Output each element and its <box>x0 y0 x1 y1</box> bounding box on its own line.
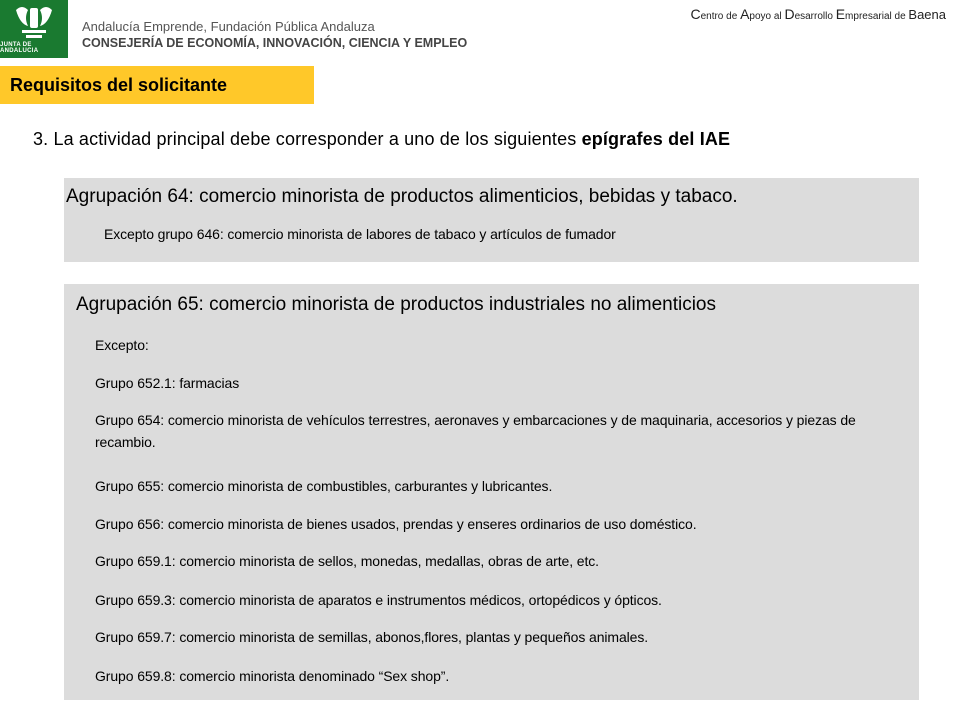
exception-item: Grupo 659.7: comercio minorista de semillas, abonos,flores, plantas y pequeños animales. <box>95 629 649 645</box>
exception-item: Grupo 659.1: comercio minorista de sellos, monedas, medallas, obras de arte, etc. <box>95 553 599 569</box>
exception-item: Grupo 659.3: comercio minorista de aparatos e instrumentos médicos, ortopédicos y ópticos. <box>95 592 662 608</box>
intro-requirement <box>33 129 730 150</box>
agrupacion-64-box <box>64 178 919 262</box>
center-name-word: entro de <box>700 11 741 22</box>
exception-item: Grupo 655: comercio minorista de combustibles, carburantes y lubricantes. <box>95 478 553 494</box>
center-name-word: aena <box>917 7 946 22</box>
exception-item: Grupo 656: comercio minorista de bienes usados, prendas y enseres ordinarios de uso doméstico. <box>95 516 697 532</box>
exception-item: Grupo 652.1: farmacias <box>95 375 240 391</box>
center-name-initial: B <box>908 7 918 22</box>
organization-header <box>82 18 467 52</box>
center-name-initial: C <box>690 6 701 22</box>
intro-bold: epígrafes del IAE <box>581 129 731 149</box>
center-name <box>690 6 946 22</box>
section-title: Requisitos del solicitante <box>0 66 314 104</box>
agrupacion-65-box <box>64 284 919 700</box>
center-name-initial: E <box>835 6 846 22</box>
agrupacion-64-title: Agrupación 64: comercio minorista de productos alimenticios, bebidas y tabaco. <box>66 186 738 207</box>
org-line-1: Andalucía Emprende, Fundación Pública Andaluza <box>82 19 375 34</box>
agrupacion-65-title: Agrupación 65: comercio minorista de productos industriales no alimenticios <box>76 294 716 315</box>
org-line-2: CONSEJERÍA DE ECONOMÍA, INNOVACIÓN, CIENCIA Y EMPLEO <box>82 36 468 50</box>
center-name-initial: A <box>740 6 750 22</box>
junta-andalucia-logo <box>0 0 68 58</box>
coat-of-arms-icon <box>12 4 56 40</box>
exception-item: Grupo 659.8: comercio minorista denominado “Sex shop”. <box>95 668 450 684</box>
center-name-word: poyo al <box>749 11 785 22</box>
agrupacion-64-exception: Excepto grupo 646: comercio minorista de labores de tabaco y artículos de fumador <box>104 226 616 242</box>
exception-item: Excepto: <box>95 337 149 353</box>
center-name-word: mpresarial de <box>845 11 909 22</box>
center-name-initial: D <box>784 6 795 22</box>
intro-text: 3. La actividad principal debe corresponder a uno de los siguientes <box>33 129 582 149</box>
center-name-word: esarrollo <box>794 11 836 22</box>
logo-text: JUNTA DE ANDALUCIA <box>0 42 39 54</box>
exception-item: Grupo 654: comercio minorista de vehículos terrestres, aeronaves y embarcaciones y de maquinaria, accesorios y piezas de recambio. <box>95 412 856 450</box>
